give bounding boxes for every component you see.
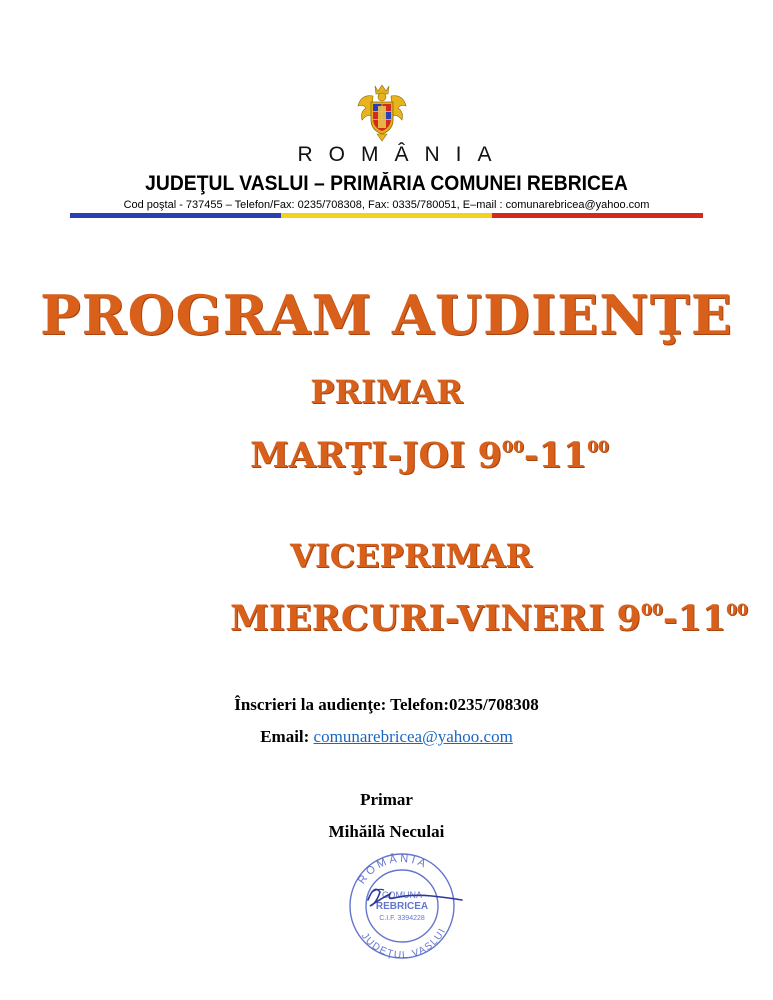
registration-info: Înscrieri la audienţe: Telefon:0235/708308 xyxy=(234,695,539,714)
contact-line: Cod poştal - 737455 – Telefon/Fax: 0235/708308, Fax: 0335/780051, E–mail : comunarebricea@yahoo.com xyxy=(123,199,650,211)
tricolor-yellow xyxy=(281,213,492,218)
stamp-top-text: ROMÂNIA xyxy=(355,852,431,887)
email-line xyxy=(0,726,773,748)
mayor-sep: - xyxy=(523,434,539,476)
tricolor-blue xyxy=(70,213,281,218)
mayor-to-hour: 11 xyxy=(538,434,588,476)
page-title: PROGRAM AUDIENŢE xyxy=(40,283,733,347)
stamp-line2: REBRICEA xyxy=(375,901,429,912)
coat-of-arms-icon xyxy=(357,84,407,142)
deputy-days: MIERCURI-VINERI xyxy=(230,597,605,639)
deputy-schedule xyxy=(230,588,748,641)
deputy-from-hour: 9 xyxy=(616,597,641,639)
stamp-bottom-text: JUDEŢUL VASLUI xyxy=(358,925,449,960)
mayor-from-hour: 9 xyxy=(477,434,502,476)
mayor-days: MARŢI-JOI xyxy=(250,434,466,476)
official-stamp xyxy=(340,848,465,960)
deputy-from-min: 00 xyxy=(640,600,663,619)
mayor-to-min: 00 xyxy=(587,437,609,456)
office-name: JUDEŢUL VASLUI – PRIMĂRIA COMUNEI REBRICEA xyxy=(145,172,628,195)
stamp-line1: COMUNA xyxy=(382,890,422,900)
email-label: Email: xyxy=(260,727,310,746)
mayor-schedule xyxy=(250,425,609,478)
tricolor-divider xyxy=(70,213,703,218)
deputy-label: VICEPRIMAR xyxy=(290,537,533,575)
deputy-sep: - xyxy=(662,597,678,639)
stamp-line3: C.I.F. 3394228 xyxy=(379,915,425,922)
mayor-label: PRIMAR xyxy=(310,373,463,411)
signature-title: Primar xyxy=(360,790,413,809)
country-name: ROMÂNIA xyxy=(297,143,508,166)
signature-name: Mihăilă Neculai xyxy=(328,822,445,841)
svg-text:JUDEŢUL VASLUI xyxy=(359,926,449,960)
mayor-from-min: 00 xyxy=(501,437,524,456)
deputy-to-hour: 11 xyxy=(677,597,727,639)
email-link[interactable]: comunarebricea@yahoo.com xyxy=(313,727,513,746)
tricolor-red xyxy=(492,213,703,218)
deputy-to-min: 00 xyxy=(726,600,748,619)
